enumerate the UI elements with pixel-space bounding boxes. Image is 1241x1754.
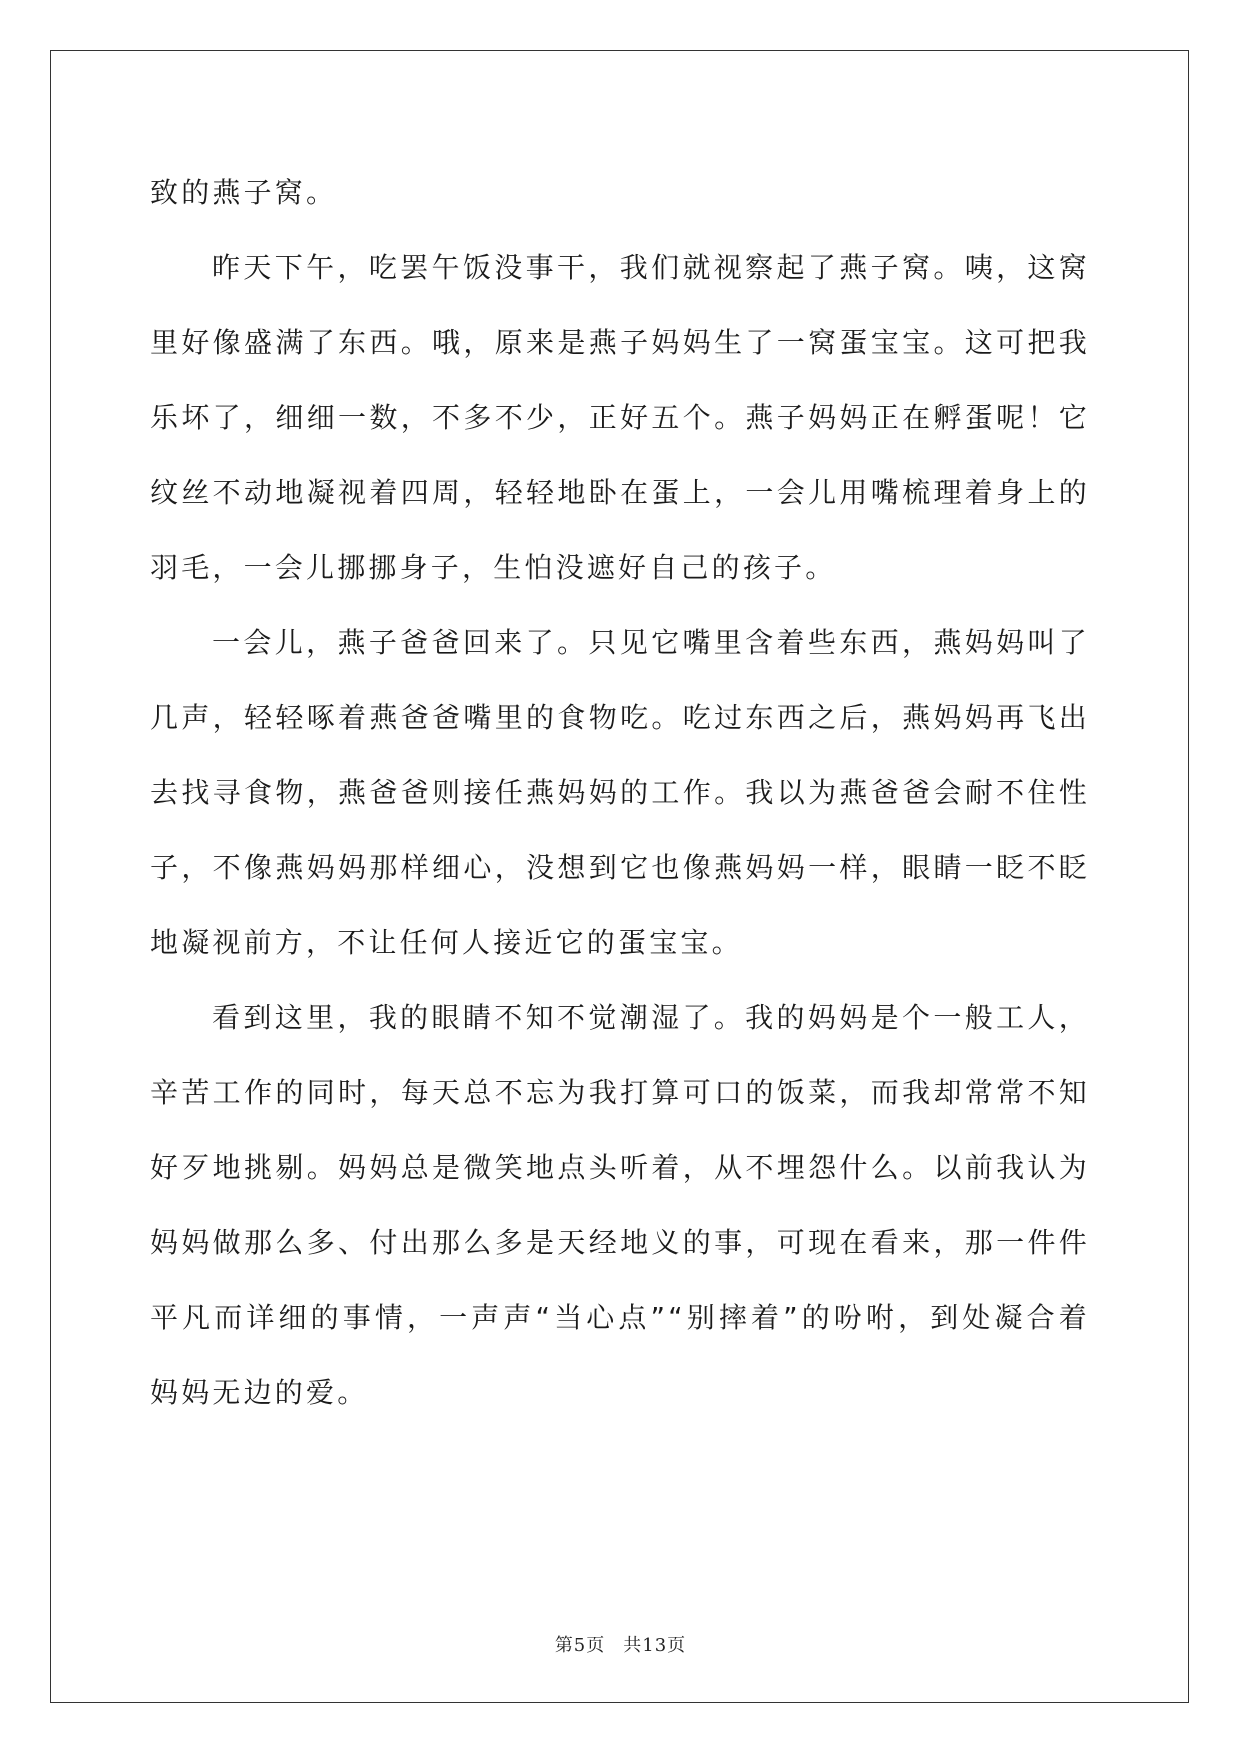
- page-number: 第5页: [554, 1635, 606, 1656]
- paragraph-1: 致的燕子窝。: [150, 176, 338, 209]
- total-pages: 共13页: [623, 1635, 687, 1656]
- paragraph-4: 看到这里，我的眼睛不知不觉潮湿了。我的妈妈是个一般工人，辛苦工作的同时，每天总不忘为我打算可口的饭菜，而我却常常不知好歹地挑剔。妈妈总是微笑地点头听着，从不埋怨什么。以前我认为妈妈做那么多、付出那么多是天经地义的事，可现在看来，那一件件平凡而详细的事情，一声声“当心点”“别摔着”的吩咐，到处凝合着妈妈无边的爱。: [150, 1001, 1090, 1409]
- page-footer: [0, 1631, 1241, 1657]
- paragraph-3: 一会儿，燕子爸爸回来了。只见它嘴里含着些东西，燕妈妈叫了几声，轻轻啄着燕爸爸嘴里的食物吃。吃过东西之后，燕妈妈再飞出去找寻食物，燕爸爸则接任燕妈妈的工作。我以为燕爸爸会耐不住性子，不像燕妈妈那样细心，没想到它也像燕妈妈一样，眼睛一眨不眨地凝视前方，不让任何人接近它的蛋宝宝。: [150, 626, 1090, 959]
- paragraph-2: 昨天下午，吃罢午饭没事干，我们就视察起了燕子窝。咦，这窝里好像盛满了东西。哦，原来是燕子妈妈生了一窝蛋宝宝。这可把我乐坏了，细细一数，不多不少，正好五个。燕子妈妈正在孵蛋呢！它纹丝不动地凝视着四周，轻轻地卧在蛋上，一会儿用嘴梳理着身上的羽毛，一会儿挪挪身子，生怕没遮好自己的孩子。: [150, 251, 1090, 584]
- document-body: [150, 155, 1090, 1430]
